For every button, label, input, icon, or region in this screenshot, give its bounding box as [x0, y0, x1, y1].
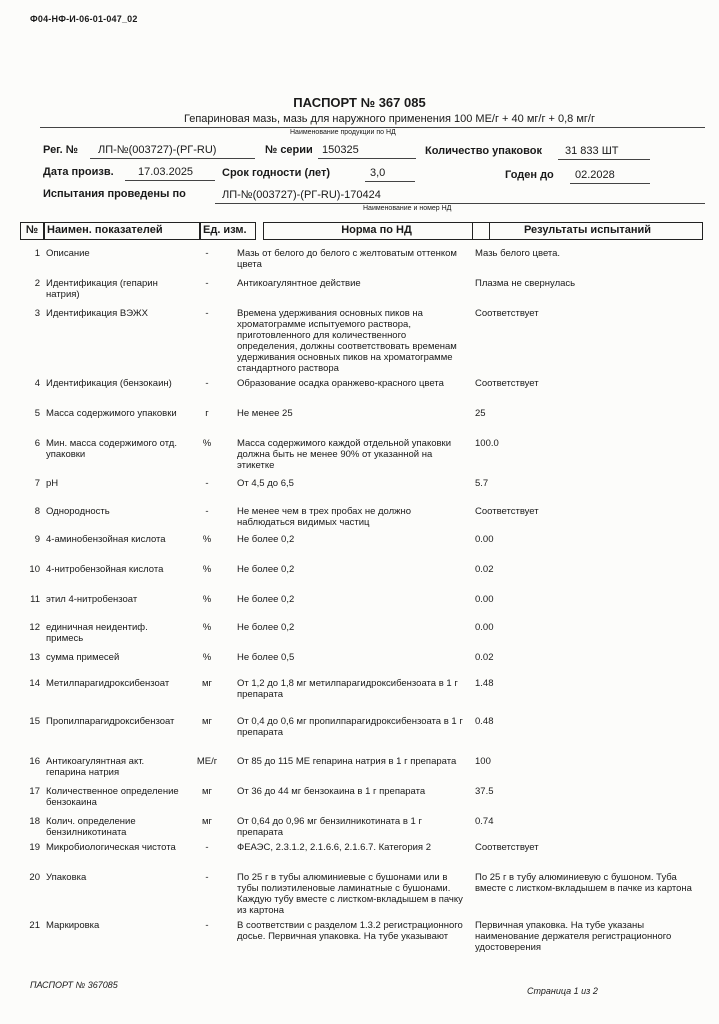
- row-unit: -: [205, 920, 209, 931]
- row-name: единичная неидентиф. примесь: [46, 622, 148, 644]
- row-name: Однородность: [46, 506, 110, 517]
- row-norm: Антикоагулянтное действие: [237, 278, 361, 289]
- row-unit: -: [205, 872, 209, 883]
- row-name: Описание: [46, 248, 90, 259]
- product-underline: [40, 127, 705, 128]
- row-name: Колич. определение бензилникотината: [46, 816, 136, 838]
- row-number: 4: [34, 378, 40, 389]
- shelf-label: Срок годности (лет): [222, 167, 331, 179]
- row-result: Соответствует: [475, 378, 539, 389]
- passport-title: ПАСПОРТ № 367 085: [293, 95, 426, 110]
- row-number: 10: [29, 564, 40, 575]
- row-result: Мазь белого цвета.: [475, 248, 561, 259]
- row-number: 1: [34, 248, 40, 259]
- row-number: 20: [29, 872, 40, 883]
- row-result: Соответствует: [475, 842, 539, 853]
- series-underline: [318, 158, 416, 159]
- row-number: 6: [34, 438, 40, 449]
- row-norm: Масса содержимого каждой отдельной упаковки должна быть не менее 90% от указанной на этикетке: [237, 438, 452, 471]
- row-result: 5.7: [475, 478, 489, 489]
- row-number: 13: [29, 652, 40, 663]
- row-number: 16: [29, 756, 40, 767]
- valid-value: 02.2028: [575, 169, 615, 181]
- row-unit: -: [205, 506, 209, 517]
- row-number: 11: [30, 594, 40, 605]
- row-name: Пропилпарагидроксибензоат: [46, 716, 175, 727]
- row-unit: мг: [202, 716, 212, 727]
- row-result: По 25 г в тубу алюминиевую с бушоном. Туба вместе с листком-вкладышем в пачке из картона: [475, 872, 692, 894]
- row-result: 0.00: [475, 622, 494, 633]
- row-unit: -: [205, 308, 209, 319]
- row-name: Антикоагулянтная акт. гепарина натрия: [46, 756, 145, 778]
- row-result: 0.00: [475, 594, 494, 605]
- row-result: 100.0: [475, 438, 499, 449]
- row-norm: Мазь от белого до белого с желтоватым оттенком цвета: [237, 248, 457, 270]
- reg-underline: [90, 158, 255, 159]
- row-unit: -: [205, 842, 209, 853]
- row-number: 9: [34, 534, 40, 545]
- row-result: Плазма не свернулась: [475, 278, 576, 289]
- row-unit: -: [205, 378, 209, 389]
- row-result: Соответствует: [475, 506, 539, 517]
- row-unit: %: [202, 534, 212, 545]
- row-number: 15: [29, 716, 40, 727]
- row-name: Идентификация (гепарин натрия): [46, 278, 158, 300]
- row-number: 18: [29, 816, 40, 827]
- row-unit: мг: [202, 786, 212, 797]
- row-name: Масса содержимого упаковки: [46, 408, 177, 419]
- row-number: 19: [29, 842, 40, 853]
- reg-value: ЛП-№(003727)-(РГ-RU): [98, 144, 217, 156]
- row-unit: -: [205, 478, 209, 489]
- row-unit: %: [202, 622, 212, 633]
- valid-label: Годен до: [505, 169, 554, 181]
- reg-label: Рег. №: [43, 144, 79, 156]
- row-number: 17: [29, 786, 40, 797]
- product-caption: Наименование продукции по НД: [290, 129, 396, 136]
- prod-date-value: 17.03.2025: [138, 166, 194, 178]
- row-number: 12: [29, 622, 40, 633]
- row-norm: Не более 0,5: [237, 652, 295, 663]
- row-name: 4-нитробензойная кислота: [46, 564, 164, 575]
- row-norm: Образование осадка оранжево-красного цвета: [237, 378, 444, 389]
- row-norm: От 36 до 44 мг бензокаина в 1 г препарата: [237, 786, 426, 797]
- row-norm: Не менее 25: [237, 408, 293, 419]
- row-unit: %: [202, 564, 212, 575]
- row-name: Метилпарагидроксибензоат: [46, 678, 170, 689]
- shelf-underline: [365, 181, 415, 182]
- qty-underline: [558, 159, 650, 160]
- row-unit: %: [202, 438, 212, 449]
- page-number: Страница 1 из 2: [527, 986, 598, 996]
- row-name: Количественное определение бензокаина: [46, 786, 179, 808]
- tests-caption: Наименование и номер НД: [363, 205, 452, 212]
- prod-date-underline: [125, 180, 215, 181]
- row-result: 25: [475, 408, 486, 419]
- row-norm: Не более 0,2: [237, 622, 295, 633]
- row-norm: Не более 0,2: [237, 534, 295, 545]
- row-result: 0.02: [475, 564, 494, 575]
- row-result: 37.5: [475, 786, 494, 797]
- row-norm: От 85 до 115 МЕ гепарина натрия в 1 г препарата: [237, 756, 457, 767]
- row-norm: Не более 0,2: [237, 564, 295, 575]
- header-result: Результаты испытаний: [472, 222, 703, 240]
- row-unit: %: [202, 652, 212, 663]
- row-name: Мин. масса содержимого отд. упаковки: [46, 438, 177, 460]
- header-num: №: [20, 222, 44, 240]
- shelf-value: 3,0: [370, 167, 386, 179]
- row-name: Идентификация (бензокаин): [46, 378, 172, 389]
- tests-label: Испытания проведены по: [43, 188, 186, 200]
- row-number: 3: [34, 308, 40, 319]
- row-result: Соответствует: [475, 308, 539, 319]
- form-code: Ф04-НФ-И-06-01-047_02: [30, 14, 138, 24]
- row-unit: мг: [202, 678, 212, 689]
- tests-value: ЛП-№(003727)-(РГ-RU)-170424: [222, 189, 381, 201]
- row-result: Первичная упаковка. На тубе указаны наименование держателя регистрационного удостоверения: [475, 920, 672, 953]
- row-norm: Времена удерживания основных пиков на хроматограмме испытуемого раствора, приготовленного для количественного определения, должны соответствовать временам удерживания основных пиков на хроматограмме стандартного раствора: [237, 308, 457, 374]
- row-norm: От 0,4 до 0,6 мг пропилпарагидроксибензоата в 1 г препарата: [237, 716, 463, 738]
- row-number: 14: [29, 678, 40, 689]
- row-name: Идентификация ВЭЖХ: [46, 308, 149, 319]
- row-unit: %: [202, 594, 212, 605]
- row-result: 1.48: [475, 678, 494, 689]
- row-number: 5: [34, 408, 40, 419]
- row-result: 0.02: [475, 652, 494, 663]
- series-label: № серии: [265, 144, 313, 156]
- footer-passport: ПАСПОРТ № 367085: [30, 980, 118, 990]
- row-name: pH: [46, 478, 59, 489]
- row-name: Упаковка: [46, 872, 87, 883]
- row-norm: По 25 г в тубы алюминиевые с бушонами или в тубы полиэтиленовые ламинатные с бушонами. Каждую тубу вместе с листком-вкладышем в пачку из картона: [237, 872, 463, 916]
- header-name: Наимен. показателей: [44, 222, 200, 240]
- qty-value: 31 833 ШТ: [565, 145, 619, 157]
- row-norm: Не более 0,2: [237, 594, 295, 605]
- row-name: сумма примесей: [46, 652, 120, 663]
- row-result: 0.00: [475, 534, 494, 545]
- row-norm: ФЕАЭС, 2.3.1.2, 2.1.6.6, 2.1.6.7. Категория 2: [237, 842, 431, 853]
- row-unit: -: [205, 248, 209, 259]
- row-norm: От 4,5 до 6,5: [237, 478, 294, 489]
- valid-underline: [570, 183, 650, 184]
- row-result: 0.48: [475, 716, 494, 727]
- header-norm: Норма по НД: [263, 222, 490, 240]
- row-unit: МЕ/г: [196, 756, 218, 767]
- row-norm: От 1,2 до 1,8 мг метилпарагидроксибензоата в 1 г препарата: [237, 678, 458, 700]
- qty-label: Количество упаковок: [425, 145, 542, 157]
- row-number: 8: [34, 506, 40, 517]
- header-unit: Ед. изм.: [200, 222, 256, 240]
- prod-date-label: Дата произв.: [43, 166, 114, 178]
- row-unit: г: [205, 408, 209, 419]
- row-unit: мг: [202, 816, 212, 827]
- row-name: Микробиологическая чистота: [46, 842, 176, 853]
- tests-underline: [215, 203, 705, 204]
- row-number: 21: [29, 920, 40, 931]
- row-name: Маркировка: [46, 920, 100, 931]
- product-name: Гепариновая мазь, мазь для наружного применения 100 МЕ/г + 40 мг/г + 0,8 мг/г: [183, 113, 595, 125]
- row-unit: -: [205, 278, 209, 289]
- row-number: 7: [34, 478, 40, 489]
- series-value: 150325: [322, 144, 359, 156]
- row-number: 2: [34, 278, 40, 289]
- row-norm: Не менее чем в трех пробах не должно наблюдаться видимых частиц: [237, 506, 412, 528]
- row-result: 100: [475, 756, 491, 767]
- row-name: 4-аминобензойная кислота: [46, 534, 166, 545]
- row-norm: От 0,64 до 0,96 мг бензилникотината в 1 г препарата: [237, 816, 422, 838]
- row-name: этил 4-нитробензоат: [46, 594, 138, 605]
- row-norm: В соответствии с разделом 1.3.2 регистрационного досье. Первичная упаковка. На тубе указывают: [237, 920, 463, 942]
- row-result: 0.74: [475, 816, 494, 827]
